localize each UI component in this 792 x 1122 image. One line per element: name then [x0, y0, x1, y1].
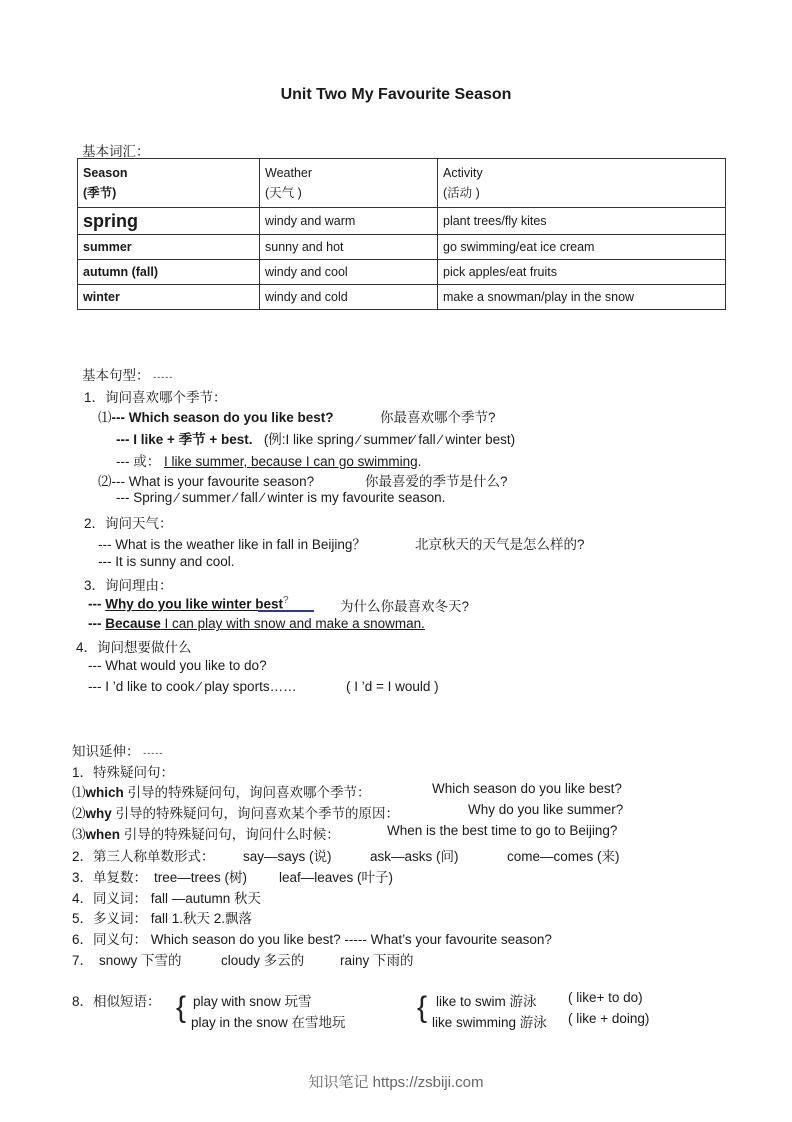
s1-title: 1．询问喜欢哪个季节： [84, 390, 227, 405]
s2-a-en: --- What is the weather like in fall in Beijing？ [98, 537, 366, 552]
ext-8-b2-note: ( like + doing) [568, 1011, 650, 1026]
s2-b-en: --- It is sunny and cool. [98, 554, 235, 569]
season-cell: spring [78, 208, 260, 235]
ext-8-b2: like swimming 游泳 [432, 1015, 547, 1030]
season-cell: summer [78, 235, 260, 260]
ext-1b-word: why [85, 806, 112, 821]
s3-title: 3．询问理由： [84, 578, 173, 593]
ext-1b-cn: 引导的特殊疑问句，询问喜欢某个季节的原因： [111, 806, 400, 821]
s1-d-en: --- What is your favourite season? [111, 474, 315, 489]
weather-cell: windy and cold [260, 285, 438, 310]
ext-line-1c [72, 823, 340, 843]
s2-a-cn: 北京秋天的天气是怎么样的? [415, 537, 585, 552]
ext-1a-en: Which season do you like best? [432, 781, 622, 796]
extension-heading [72, 740, 163, 760]
weather-cell: windy and cool [260, 260, 438, 285]
activity-cell: pick apples/eat fruits [438, 260, 726, 285]
season-cell: winter [78, 285, 260, 310]
s3-a-en: Why do you like winter best [105, 596, 284, 612]
ext-1c-word: when [85, 827, 121, 842]
table-row [78, 208, 726, 235]
ext-1c-en: When is the best time to go to Beijing? [387, 823, 618, 838]
header-activity-label: Activity [443, 166, 483, 180]
s4-title: 4．询问想要做什么 [76, 640, 192, 655]
ext-7-c: rainy 下雨的 [340, 953, 414, 968]
ext-line-7-label: 7． [72, 953, 94, 968]
activity-cell: go swimming/eat ice cream [438, 235, 726, 260]
ext-line-5: 5．多义词： fall 1.秋天 2.飘落 [72, 911, 253, 926]
table-row [78, 260, 726, 285]
s1-c-en: I like summer, because I can go swimming [164, 454, 418, 469]
ext-2-b: ask—asks (问) [370, 849, 459, 864]
ext-8-b1-note: ( like+ to do) [568, 990, 643, 1005]
item-number: ⑵ [72, 806, 86, 821]
header-activity-cn: (活动 ) [443, 186, 480, 200]
header-weather [260, 159, 438, 208]
header-weather-cn: (天气 ) [265, 186, 302, 200]
s3-b-prefix: --- [88, 616, 106, 631]
s1-b-en: --- I like + 季节 + best. [116, 432, 253, 447]
s1-c-end: . [417, 454, 422, 469]
ext-1a-cn: 引导的特殊疑问句，询问喜欢哪个季节： [123, 785, 371, 800]
ext-8-b1: like to swim 游泳 [436, 994, 537, 1009]
ext-line-3-label: 3．单复数： [72, 870, 148, 885]
s3-a-cn: 为什么你最喜欢冬天? [340, 599, 470, 614]
extension-heading-label: 知识延伸： [72, 744, 140, 759]
left-brace-icon: { [176, 991, 187, 1024]
s3-answer [88, 616, 425, 631]
ext-1b-en: Why do you like summer? [468, 802, 624, 817]
sentences-heading-label: 基本句型： [82, 368, 150, 383]
s1-question-d [98, 470, 314, 490]
ext-line-4: 4．同义词： fall —autumn 秋天 [72, 891, 262, 906]
left-brace-icon: { [417, 991, 428, 1024]
item-number: ⑵ [98, 474, 112, 489]
item-number: ⑴ [98, 410, 112, 425]
header-season [78, 159, 260, 208]
s3-b-en: I can play with snow and make a snowman. [160, 616, 425, 631]
footer-watermark: 知识笔记 https://zsbiji.com [308, 1074, 484, 1091]
vocab-heading: 基本词汇： [82, 144, 150, 159]
s1-e-en: --- Spring ∕ summer ∕ fall ∕ winter is my favourite season. [116, 490, 446, 505]
heading-dots: ----- [143, 748, 164, 758]
s4-b-en: --- I ’d like to cook ∕ play sports…… [88, 679, 297, 694]
s1-a-en: --- Which season do you like best? [111, 410, 334, 425]
s3-underline-stroke [258, 610, 314, 612]
ext-2-a: say—says (说) [243, 849, 332, 864]
ext-1c-cn: 引导的特殊疑问句，询问什么时候： [120, 827, 340, 842]
header-activity [438, 159, 726, 208]
ext-8-a1: play with snow 玩雪 [193, 994, 312, 1009]
s1-question-a [98, 406, 334, 426]
weather-cell: sunny and hot [260, 235, 438, 260]
ext-8-a2: play in the snow 在雪地玩 [191, 1015, 346, 1030]
s4-b-note: ( I ’d = I would ) [346, 679, 439, 694]
ext-line-6: 6．同义句： Which season do you like best? ----- What’s your favourite season? [72, 932, 552, 947]
table-row [78, 285, 726, 310]
ext-line-2-label: 2．第三人称单数形式： [72, 849, 215, 864]
activity-cell: plant trees/fly kites [438, 208, 726, 235]
table-row [78, 235, 726, 260]
s1-d-cn: 你最喜爱的季节是什么? [365, 474, 508, 489]
ext-1a-word: which [85, 785, 124, 800]
ext-3-b: leaf—leaves (叶子) [279, 870, 394, 885]
s1-answer-b [116, 428, 515, 448]
s1-b-example: (例:I like spring ∕ summer∕ fall ∕ winter best) [263, 432, 516, 447]
s3-a-q: ? [283, 595, 289, 606]
ext-7-a: snowy 下雪的 [99, 953, 182, 968]
vocab-header-row [78, 159, 726, 208]
season-cell: autumn (fall) [78, 260, 260, 285]
item-number: ⑴ [72, 785, 86, 800]
heading-dots: ----- [153, 372, 174, 382]
item-number: ⑶ [72, 827, 86, 842]
ext-3-a: tree—trees (树) [154, 870, 248, 885]
s3-a-prefix: --- [88, 596, 106, 612]
ext-line-1: 1．特殊疑问句： [72, 765, 175, 780]
ext-line-1a [72, 781, 371, 801]
s1-answer-c [116, 450, 421, 470]
activity-cell: make a snowman/play in the snow [438, 285, 726, 310]
ext-line-8-label: 8．相似短语： [72, 994, 161, 1009]
s2-title: 2．询问天气： [84, 516, 173, 531]
header-season-label: Season [83, 166, 128, 180]
weather-cell: windy and warm [260, 208, 438, 235]
s3-b-bold: Because [105, 616, 161, 631]
vocab-table [77, 158, 726, 310]
page-title: Unit Two My Favourite Season [280, 86, 512, 103]
s1-a-cn: 你最喜欢哪个季节? [380, 410, 496, 425]
header-weather-label: Weather [265, 166, 313, 180]
sentences-heading [82, 364, 173, 384]
header-season-cn: (季节) [83, 186, 117, 200]
ext-line-1b [72, 802, 399, 822]
s4-a-en: --- What would you like to do? [88, 658, 267, 673]
s1-c-prefix: --- 或： [116, 454, 161, 469]
ext-2-c: come—comes (来) [507, 849, 620, 864]
ext-7-b: cloudy 多云的 [221, 953, 305, 968]
